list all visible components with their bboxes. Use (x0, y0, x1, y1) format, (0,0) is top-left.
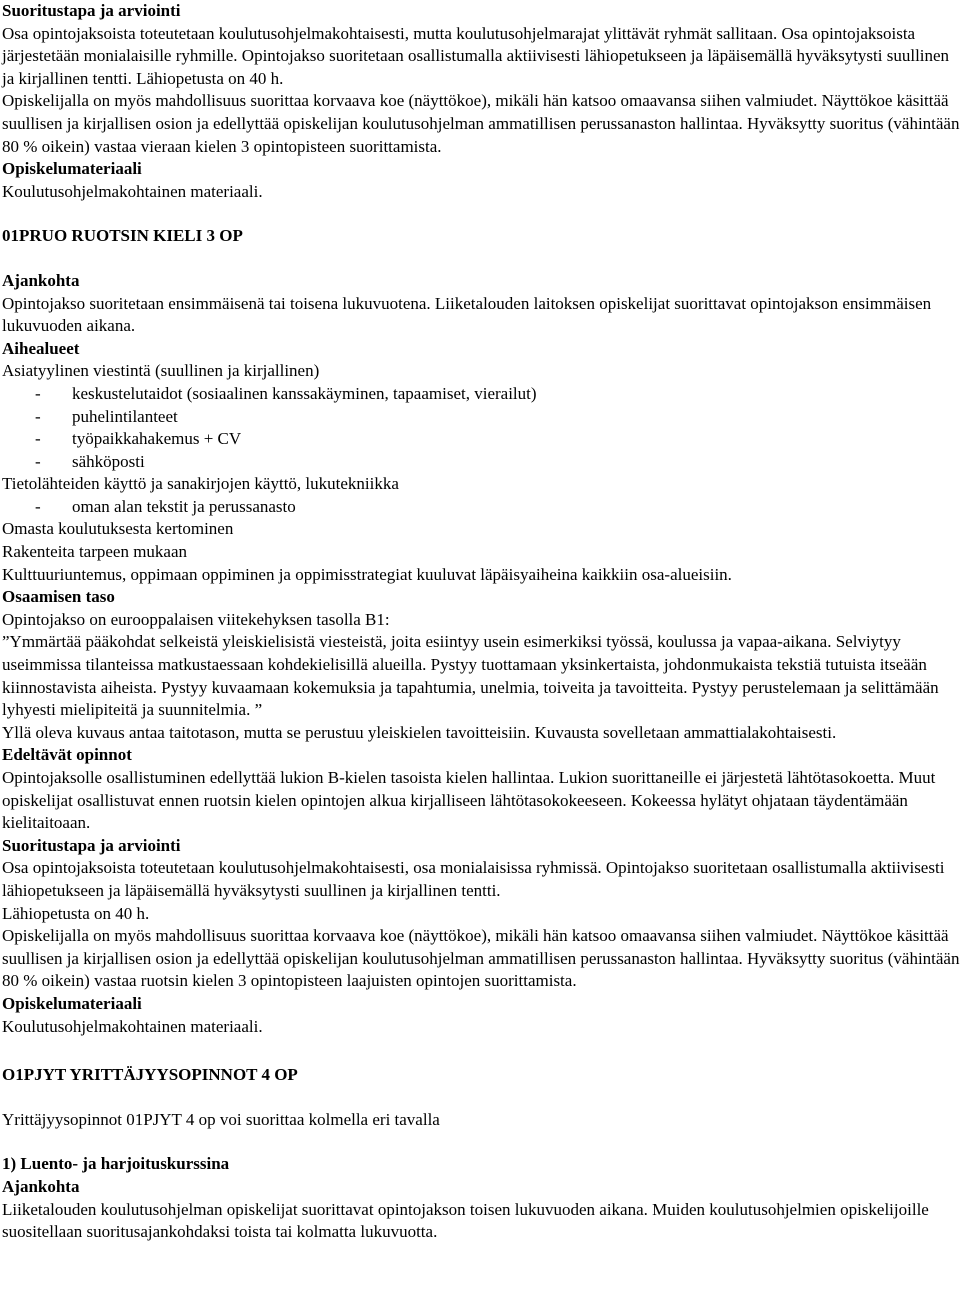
course-title-yrittajyys: O1PJYT YRITTÄJYYSOPINNOT 4 OP (2, 1065, 298, 1085)
paragraph-osaamisen-after: Yllä oleva kuvaus antaa taitotason, mutta se perustuu yleiskielen tavoitteisiin. Kuvausta sovelletaan ammattialakohtaisesti. (2, 722, 837, 742)
paragraph-edeltavat-opinnot: Opintojaksolle osallistuminen edellyttää lukion B-kielen tasoista kielen hallintaa. Lukion suorittaneille ei järjestetä lähtötasokoetta. Muut opiskelijat osallistuvat ennen ruotsin kielen opintojen alkua kirjalliseen lähtötasokokeeseen. Kokeessa hylätyt ohjataan täydentämään kielitaitoaan. (2, 768, 936, 833)
section-heading-opiskelumateriaali-2: Opiskelumateriaali (2, 993, 142, 1013)
section-heading-osaamisen-taso: Osaamisen taso (2, 587, 115, 607)
paragraph-osaamisen-quote: ”Ymmärtää pääkohdat selkeistä yleiskielisistä viesteistä, joita esiintyy usein esimerkiksi työssä, koulussa ja vapaa-aikana. Selviytyy useimmissa tilanteissa matkustaessaan kohdekielisillä alueilla. Pystyy tuottamaan yksinkertaista, johdonmukaista tekstiä tutuista itseään kiinnostavista aiheista. Pystyy kuvaamaan kokemuksia ja tapahtumia, unelmia, toiveita ja tavoitteita. Pystyy perustelemaan ja selittämään lyhyesti mielipiteitä ja suunnitelmia. ” (2, 632, 939, 720)
spacer (2, 1038, 960, 1064)
spacer (2, 248, 960, 270)
paragraph-opiskelumateriaali-2: Koulutusohjelmakohtainen materiaali. (2, 1016, 263, 1036)
paragraph-lahiopetus: Lähiopetusta on 40 h. (2, 903, 150, 923)
paragraph-korvaava-koe: Opiskelijalla on myös mahdollisuus suorittaa korvaava koe (näyttökoe), mikäli hän katsoo omaavansa siihen valmiudet. Näyttökoe käsittää suullisen ja kirjallisen osion ja edellyttää opiskelijan koulutusohjelman ammatillisen perussanaston hallintaa. Hyväksytty suoritus (vähintään 80 % oikein) vastaa vieraan kielen 3 opintopisteen suorittamista. (2, 91, 960, 156)
paragraph-kulttuuriuntemus: Kulttuuriuntemus, oppimaan oppiminen ja oppimisstrategiat kuuluvat läpäisyaiheina kaikkiin osa-alueisiin. (2, 564, 732, 584)
paragraph-osaamisen-intro: Opintojakso on eurooppalaisen viitekehyksen tasolla B1: (2, 609, 390, 629)
subheading-luento-harjoitus: 1) Luento- ja harjoituskurssina (2, 1154, 230, 1174)
tietolahteet-intro: Tietolähteiden käyttö ja sanakirjojen käyttö, lukutekniikka (2, 474, 399, 494)
paragraph-ajankohta-2: Liiketalouden koulutusohjelman opiskelijat suorittavat opintojakson toisen lukuvuoden aikana. Muiden koulutusohjelmien opiskelijoille suositellaan suoritusajankohdaksi toista tai kolmatta lukuvuotta. (2, 1199, 929, 1242)
section-heading-ajankohta-2: Ajankohta (2, 1176, 80, 1196)
list-item: - työpaikkahakemus + CV (35, 429, 242, 449)
paragraph-yrittajyys-intro: Yrittäjyysopinnot 01PJYT 4 op voi suorittaa kolmella eri tavalla (2, 1109, 440, 1129)
section-heading-edeltavat-opinnot: Edeltävät opinnot (2, 745, 132, 765)
spacer (2, 203, 960, 225)
spacer (2, 1087, 960, 1109)
paragraph-omasta-koulutuksesta: Omasta koulutuksesta kertominen (2, 519, 234, 539)
paragraph-suoritustapa: Osa opintojaksoista toteutetaan koulutusohjelmakohtaisesti, mutta koulutusohjelmarajat ylittävät ryhmät sallitaan. Osa opintojaksoista järjestetään monialaisille ryhmille. Opintojakso suoritetaan osallistumalla aktiivisesti lähiopetukseen ja läpäisemällä hyväksytysti suullinen ja kirjallinen tentti. Lähiopetusta on 40 h. (2, 23, 950, 88)
aihealueet-intro: Asiatyylinen viestintä (suullinen ja kirjallinen) (2, 361, 320, 381)
course-title-ruotsi: 01PRUO RUOTSIN KIELI 3 OP (2, 226, 243, 246)
section-heading-ajankohta: Ajankohta (2, 270, 80, 290)
paragraph-suoritustapa-2: Osa opintojaksoista toteutetaan koulutusohjelmakohtaisesti, osa monialaisissa ryhmissä. Opintojakso suoritetaan osallistumalla aktiivisesti lähiopetukseen ja läpäisemällä hyväksytysti suullinen ja kirjallinen tentti. (2, 858, 945, 900)
section-heading-suoritustapa: Suoritustapa ja arviointi (2, 1, 181, 20)
section-heading-suoritustapa-2: Suoritustapa ja arviointi (2, 835, 181, 855)
paragraph-opiskelumateriaali: Koulutusohjelmakohtainen materiaali. (2, 181, 263, 201)
list-item: - keskustelutaidot (sosiaalinen kanssakäyminen, tapaamiset, vierailut) (35, 383, 537, 403)
list-item: - puhelintilanteet (35, 406, 178, 426)
paragraph-korvaava-koe-2: Opiskelijalla on myös mahdollisuus suorittaa korvaava koe (näyttökoe), mikäli hän katsoo omaavansa siihen valmiudet. Näyttökoe käsittää suullisen ja kirjallisen osion ja edellyttää opiskelijan koulutusohjelman ammatillisen perussanaston hallintaa. Hyväksytty suoritus (vähintään 80 % oikein) vastaa ruotsin kielen 3 opintopisteen laajuisten opintojen suorittamista. (2, 926, 960, 991)
paragraph-rakenteita: Rakenteita tarpeen mukaan (2, 542, 188, 562)
list-item: - oman alan tekstit ja perussanasto (35, 496, 296, 516)
list-item: - sähköposti (35, 451, 145, 471)
section-heading-aihealueet: Aihealueet (2, 338, 80, 358)
spacer (2, 1131, 960, 1153)
section-heading-opiskelumateriaali: Opiskelumateriaali (2, 159, 142, 179)
paragraph-ajankohta: Opintojakso suoritetaan ensimmäisenä tai toisena lukuvuotena. Liiketalouden laitoksen opiskelijat suorittavat opintojakson ensimmäisen lukuvuoden aikana. (2, 293, 932, 336)
